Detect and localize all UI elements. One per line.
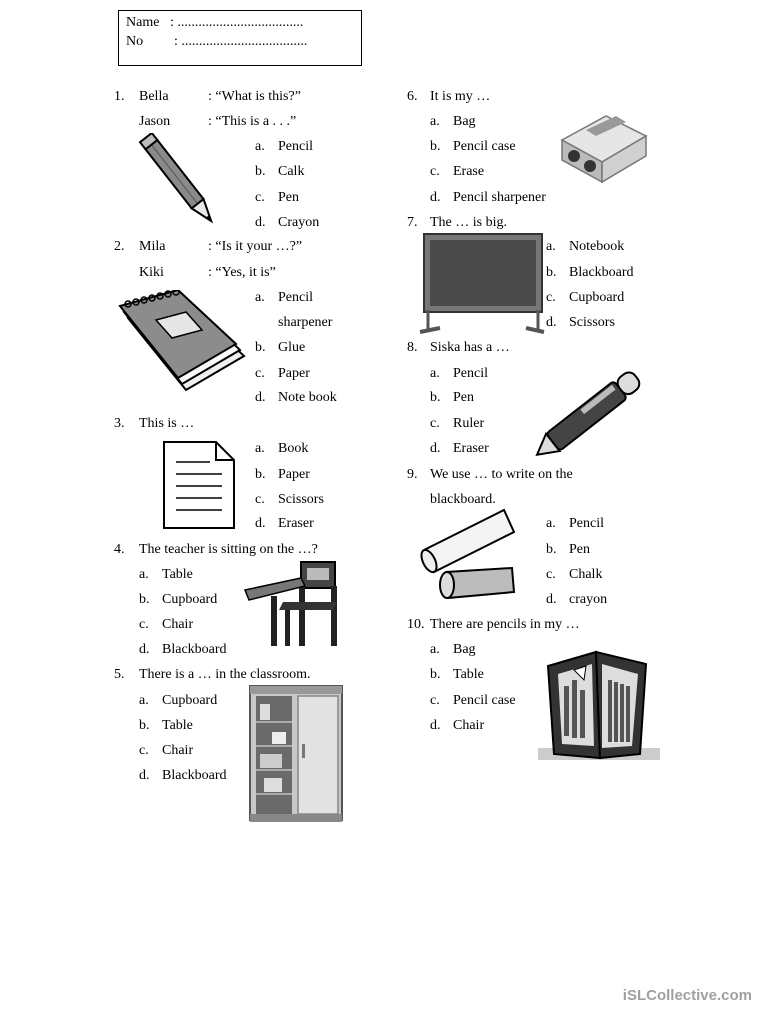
question-8-number: 8. — [407, 340, 418, 355]
q3-option-a-letter: a. — [255, 441, 265, 456]
question-9-prompt-continued: blackboard. — [430, 492, 496, 507]
q9-option-b-letter: b. — [546, 542, 557, 557]
question-4-number: 4. — [114, 542, 125, 557]
q5-option-a-letter: a. — [139, 693, 149, 708]
q7-option-b: Blackboard — [569, 265, 634, 280]
q4-option-a-letter: a. — [139, 567, 149, 582]
q9-option-b: Pen — [569, 542, 590, 557]
q4-option-a: Table — [162, 567, 193, 582]
paper-illustration — [162, 440, 236, 530]
question-2-speaker-2: Kiki — [139, 265, 164, 280]
question-1-number: 1. — [114, 89, 125, 104]
question-2-line-2: : “Yes, it is” — [208, 265, 276, 280]
blackboard-illustration — [418, 232, 546, 338]
question-7-prompt: The … is big. — [430, 215, 507, 230]
question-1-line-1: : “What is this?” — [208, 89, 301, 104]
chalk-illustration — [416, 506, 528, 602]
q7-option-d: Scissors — [569, 315, 615, 330]
q9-option-a: Pencil — [569, 516, 604, 531]
q7-option-c: Cupboard — [569, 290, 625, 305]
q10-option-d: Chair — [453, 718, 485, 733]
q3-option-b-letter: b. — [255, 467, 266, 482]
question-8-prompt: Siska has a … — [430, 340, 510, 355]
q6-option-c-letter: c. — [430, 164, 440, 179]
q3-option-a: Book — [278, 441, 309, 456]
q10-option-b: Table — [453, 667, 484, 682]
question-10-number: 10. — [407, 617, 425, 632]
q8-option-a-letter: a. — [430, 366, 440, 381]
q10-option-d-letter: d. — [430, 718, 441, 733]
q8-option-c-letter: c. — [430, 416, 440, 431]
q6-option-d: Pencil sharpener — [453, 190, 546, 205]
q4-option-c: Chair — [162, 617, 194, 632]
q9-option-c: Chalk — [569, 567, 603, 582]
q2-option-b: Glue — [278, 340, 306, 355]
question-6-number: 6. — [407, 89, 418, 104]
question-5-number: 5. — [114, 667, 125, 682]
question-2-number: 2. — [114, 239, 125, 254]
q3-option-d-letter: d. — [255, 516, 266, 531]
q6-option-b: Pencil case — [453, 139, 516, 154]
question-2-line-1: : “Is it your …?” — [208, 239, 303, 254]
q6-option-c: Erase — [453, 164, 485, 179]
no-label: No — [126, 34, 144, 49]
q1-option-d: Crayon — [278, 215, 320, 230]
q8-option-d-letter: d. — [430, 441, 441, 456]
q6-option-b-letter: b. — [430, 139, 441, 154]
q1-option-a-letter: a. — [255, 139, 265, 154]
q5-option-a: Cupboard — [162, 693, 218, 708]
q2-option-d: Note book — [278, 390, 337, 405]
q8-option-c: Ruler — [453, 416, 485, 431]
q7-option-c-letter: c. — [546, 290, 556, 305]
q2-option-a-letter: a. — [255, 290, 265, 305]
q4-option-b: Cupboard — [162, 592, 218, 607]
question-6-prompt: It is my … — [430, 89, 491, 104]
q2-option-a: Pencil — [278, 290, 313, 305]
question-5-prompt: There is a … in the classroom. — [139, 667, 311, 682]
q7-option-d-letter: d. — [546, 315, 557, 330]
question-3-number: 3. — [114, 416, 125, 431]
q6-option-a-letter: a. — [430, 114, 440, 129]
q8-option-b: Pen — [453, 390, 474, 405]
q5-option-d-letter: d. — [139, 768, 150, 783]
watermark: iSLCollective.com — [622, 987, 752, 1004]
q6-option-a: Bag — [453, 114, 476, 129]
q4-option-c-letter: c. — [139, 617, 149, 632]
question-9-prompt: We use … to write on the — [430, 467, 573, 482]
q2-option-a-continued: sharpener — [278, 315, 333, 330]
q10-option-a: Bag — [453, 642, 476, 657]
name-line: : .................................... — [170, 15, 304, 30]
q1-option-a: Pencil — [278, 139, 313, 154]
q8-option-b-letter: b. — [430, 390, 441, 405]
q7-option-a-letter: a. — [546, 239, 556, 254]
q1-option-b: Calk — [278, 164, 305, 179]
q7-option-b-letter: b. — [546, 265, 557, 280]
q4-option-d: Blackboard — [162, 642, 227, 657]
question-1-speaker-1: Bella — [139, 89, 169, 104]
q2-option-b-letter: b. — [255, 340, 266, 355]
q2-option-d-letter: d. — [255, 390, 266, 405]
q9-option-d: crayon — [569, 592, 608, 607]
q4-option-d-letter: d. — [139, 642, 150, 657]
q5-option-b: Table — [162, 718, 193, 733]
question-7-number: 7. — [407, 215, 418, 230]
q10-option-b-letter: b. — [430, 667, 441, 682]
q5-option-d: Blackboard — [162, 768, 227, 783]
q4-option-b-letter: b. — [139, 592, 150, 607]
question-4-prompt: The teacher is sitting on the …? — [139, 542, 318, 557]
q3-option-b: Paper — [278, 467, 310, 482]
q6-option-d-letter: d. — [430, 190, 441, 205]
pen-illustration — [532, 362, 654, 460]
q10-option-c-letter: c. — [430, 693, 440, 708]
q8-option-a: Pencil — [453, 366, 488, 381]
pencil-illustration — [138, 133, 222, 231]
q10-option-a-letter: a. — [430, 642, 440, 657]
notebook-illustration — [116, 290, 246, 398]
q5-option-c-letter: c. — [139, 743, 149, 758]
pencil-sharpener-illustration — [556, 110, 650, 186]
q5-option-b-letter: b. — [139, 718, 150, 733]
q10-option-c: Pencil case — [453, 693, 516, 708]
pencil-case-illustration — [534, 646, 664, 764]
question-10-prompt: There are pencils in my … — [430, 617, 580, 632]
question-3-prompt: This is … — [139, 416, 195, 431]
q5-option-c: Chair — [162, 743, 194, 758]
q2-option-c: Paper — [278, 366, 310, 381]
q1-option-c: Pen — [278, 190, 299, 205]
q9-option-c-letter: c. — [546, 567, 556, 582]
q9-option-d-letter: d. — [546, 592, 557, 607]
q3-option-c: Scissors — [278, 492, 324, 507]
q3-option-d: Eraser — [278, 516, 314, 531]
question-1-line-2: : “This is a . . .” — [208, 114, 297, 129]
q1-option-d-letter: d. — [255, 215, 266, 230]
q1-option-b-letter: b. — [255, 164, 266, 179]
name-label: Name — [126, 15, 160, 30]
question-9-number: 9. — [407, 467, 418, 482]
school-desk-chair-illustration — [243, 560, 339, 650]
q3-option-c-letter: c. — [255, 492, 265, 507]
no-line: : .................................... — [174, 34, 308, 49]
q1-option-c-letter: c. — [255, 190, 265, 205]
q2-option-c-letter: c. — [255, 366, 265, 381]
question-1-speaker-2: Jason — [139, 114, 171, 129]
question-2-speaker-1: Mila — [139, 239, 166, 254]
q9-option-a-letter: a. — [546, 516, 556, 531]
q8-option-d: Eraser — [453, 441, 489, 456]
cupboard-illustration — [248, 684, 346, 824]
q7-option-a: Notebook — [569, 239, 625, 254]
